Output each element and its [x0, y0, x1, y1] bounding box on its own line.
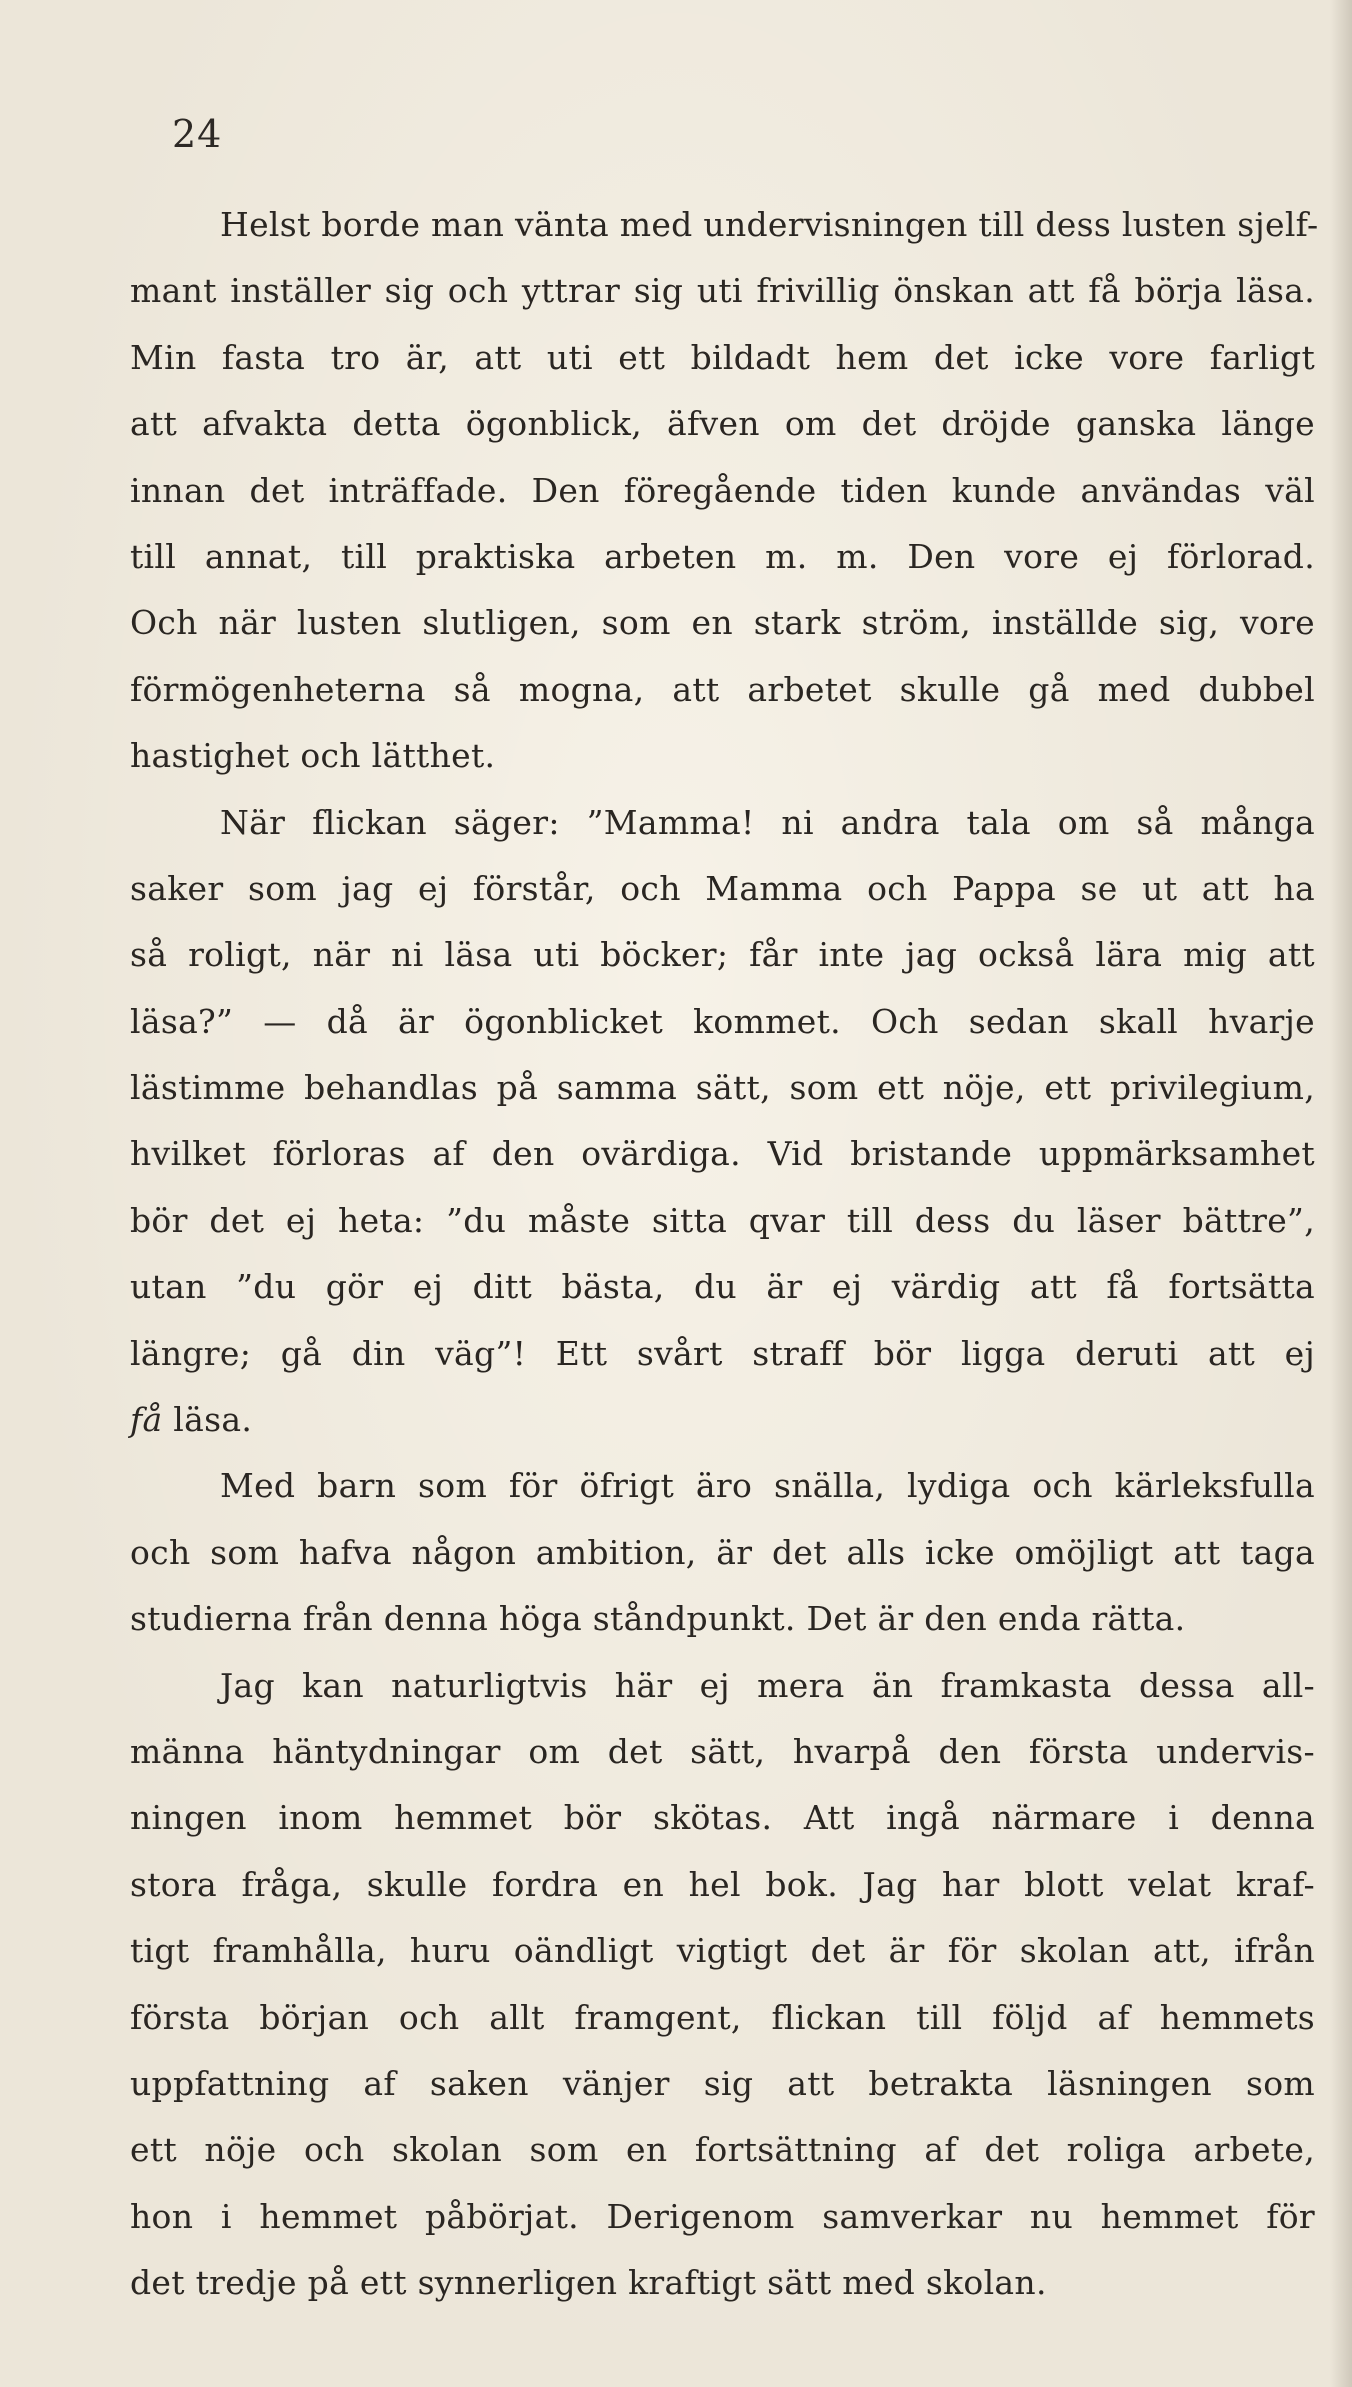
line-text: stora fråga, skulle fordra en hel bok. Jag har blott velat kraf- — [130, 1864, 1315, 1904]
text-line — [130, 2250, 1315, 2316]
page-edge-shadow — [1330, 0, 1352, 2387]
line-text: läsa?” — då är ögonblicket kommet. Och sedan skall hvarje — [130, 1001, 1315, 1041]
text-line — [130, 192, 1319, 258]
text-line — [130, 524, 1315, 590]
line-text: Med barn som för öfrigt äro snälla, lydiga och kärleksfulla — [220, 1466, 1315, 1506]
line-text: Och när lusten slutligen, som en stark ström, inställde sig, vore — [130, 603, 1315, 643]
text-line — [130, 790, 1315, 856]
text-line — [130, 1453, 1315, 1519]
line-text: hon i hemmet påbörjat. Derigenom samverkar nu hemmet för — [130, 2196, 1315, 2236]
line-text: mant inställer sig och yttrar sig uti frivillig önskan att få börja läsa. — [130, 271, 1315, 311]
text-line — [130, 2051, 1315, 2117]
body-text — [130, 192, 1319, 2317]
page-number: 24 — [172, 112, 223, 156]
line-text: saker som jag ej förstår, och Mamma och Pappa se ut att ha — [130, 868, 1315, 908]
line-text: uppfattning af saken vänjer sig att betrakta läsningen som — [130, 2063, 1315, 2103]
line-text: ett nöje och skolan som en fortsättning af det roliga arbete, — [130, 2130, 1315, 2170]
text-line — [130, 1188, 1315, 1254]
line-text: längre; gå din väg”! Ett svårt straff bör ligga deruti att ej — [130, 1333, 1315, 1373]
line-text: När flickan säger: ”Mamma! ni andra tala om så många — [220, 802, 1315, 842]
line-text: Min fasta tro är, att uti ett bildadt hem det icke vore farligt — [130, 337, 1315, 377]
text-line — [130, 1520, 1315, 1586]
line-text: det tredje på ett synnerligen kraftigt sätt med skolan. — [130, 2263, 1047, 2303]
line-text: tigt framhålla, huru oändligt vigtigt det är för skolan att, ifrån — [130, 1931, 1315, 1971]
text-line — [130, 458, 1315, 524]
text-line — [130, 1055, 1315, 1121]
text-line — [130, 391, 1315, 457]
line-text: så roligt, när ni läsa uti böcker; får inte jag också lära mig att — [130, 935, 1315, 975]
line-text: bör det ej heta: ”du måste sitta qvar till dess du läser bättre”, — [130, 1200, 1315, 1240]
text-line — [130, 1387, 1315, 1453]
text-line — [130, 1653, 1315, 1719]
text-line — [130, 1121, 1315, 1187]
text-line — [130, 1918, 1315, 1984]
line-text: första början och allt framgent, flickan till följd af hemmets — [130, 1997, 1315, 2037]
line-text: lästimme behandlas på samma sätt, som ett nöje, ett privilegium, — [130, 1068, 1315, 1108]
line-text: innan det inträffade. Den föregående tiden kunde användas väl — [130, 470, 1315, 510]
text-line — [130, 325, 1315, 391]
text-line — [130, 1852, 1315, 1918]
line-text: Jag kan naturligtvis här ej mera än framkasta dessa all- — [220, 1665, 1315, 1705]
text-line — [130, 1586, 1315, 1652]
line-text: utan ”du gör ej ditt bästa, du är ej värdig att få fortsätta — [130, 1267, 1315, 1307]
text-line — [130, 922, 1315, 988]
text-line — [130, 2117, 1315, 2183]
line-text: och som hafva någon ambition, är det alls icke omöjligt att taga — [130, 1532, 1315, 1572]
text-line — [130, 1719, 1315, 1785]
line-text: läsa. — [162, 1400, 253, 1440]
italic-word: få — [130, 1400, 163, 1440]
text-line — [130, 1254, 1315, 1320]
text-line — [130, 856, 1315, 922]
line-text: ningen inom hemmet bör skötas. Att ingå närmare i denna — [130, 1798, 1315, 1838]
text-line — [130, 1321, 1315, 1387]
line-text: att afvakta detta ögonblick, äfven om det dröjde ganska länge — [130, 404, 1315, 444]
text-line — [130, 723, 1315, 789]
line-text: Helst borde man vänta med undervisningen till dess lusten sjelf- — [220, 205, 1319, 244]
text-line — [130, 1785, 1315, 1851]
text-line — [130, 1985, 1315, 2051]
text-line — [130, 590, 1315, 656]
line-text: förmögenheterna så mogna, att arbetet skulle gå med dubbel — [130, 669, 1315, 709]
line-text: studierna från denna höga ståndpunkt. Det är den enda rätta. — [130, 1599, 1186, 1639]
text-line — [130, 258, 1315, 324]
line-text: hastighet och lätthet. — [130, 736, 496, 776]
line-text: till annat, till praktiska arbeten m. m. Den vore ej förlorad. — [130, 536, 1315, 576]
line-text: männa häntydningar om det sätt, hvarpå den första undervis- — [130, 1731, 1315, 1771]
text-line — [130, 657, 1315, 723]
text-line — [130, 2184, 1315, 2250]
text-line — [130, 989, 1315, 1055]
line-text: hvilket förloras af den ovärdiga. Vid bristande uppmärksamhet — [130, 1134, 1315, 1174]
